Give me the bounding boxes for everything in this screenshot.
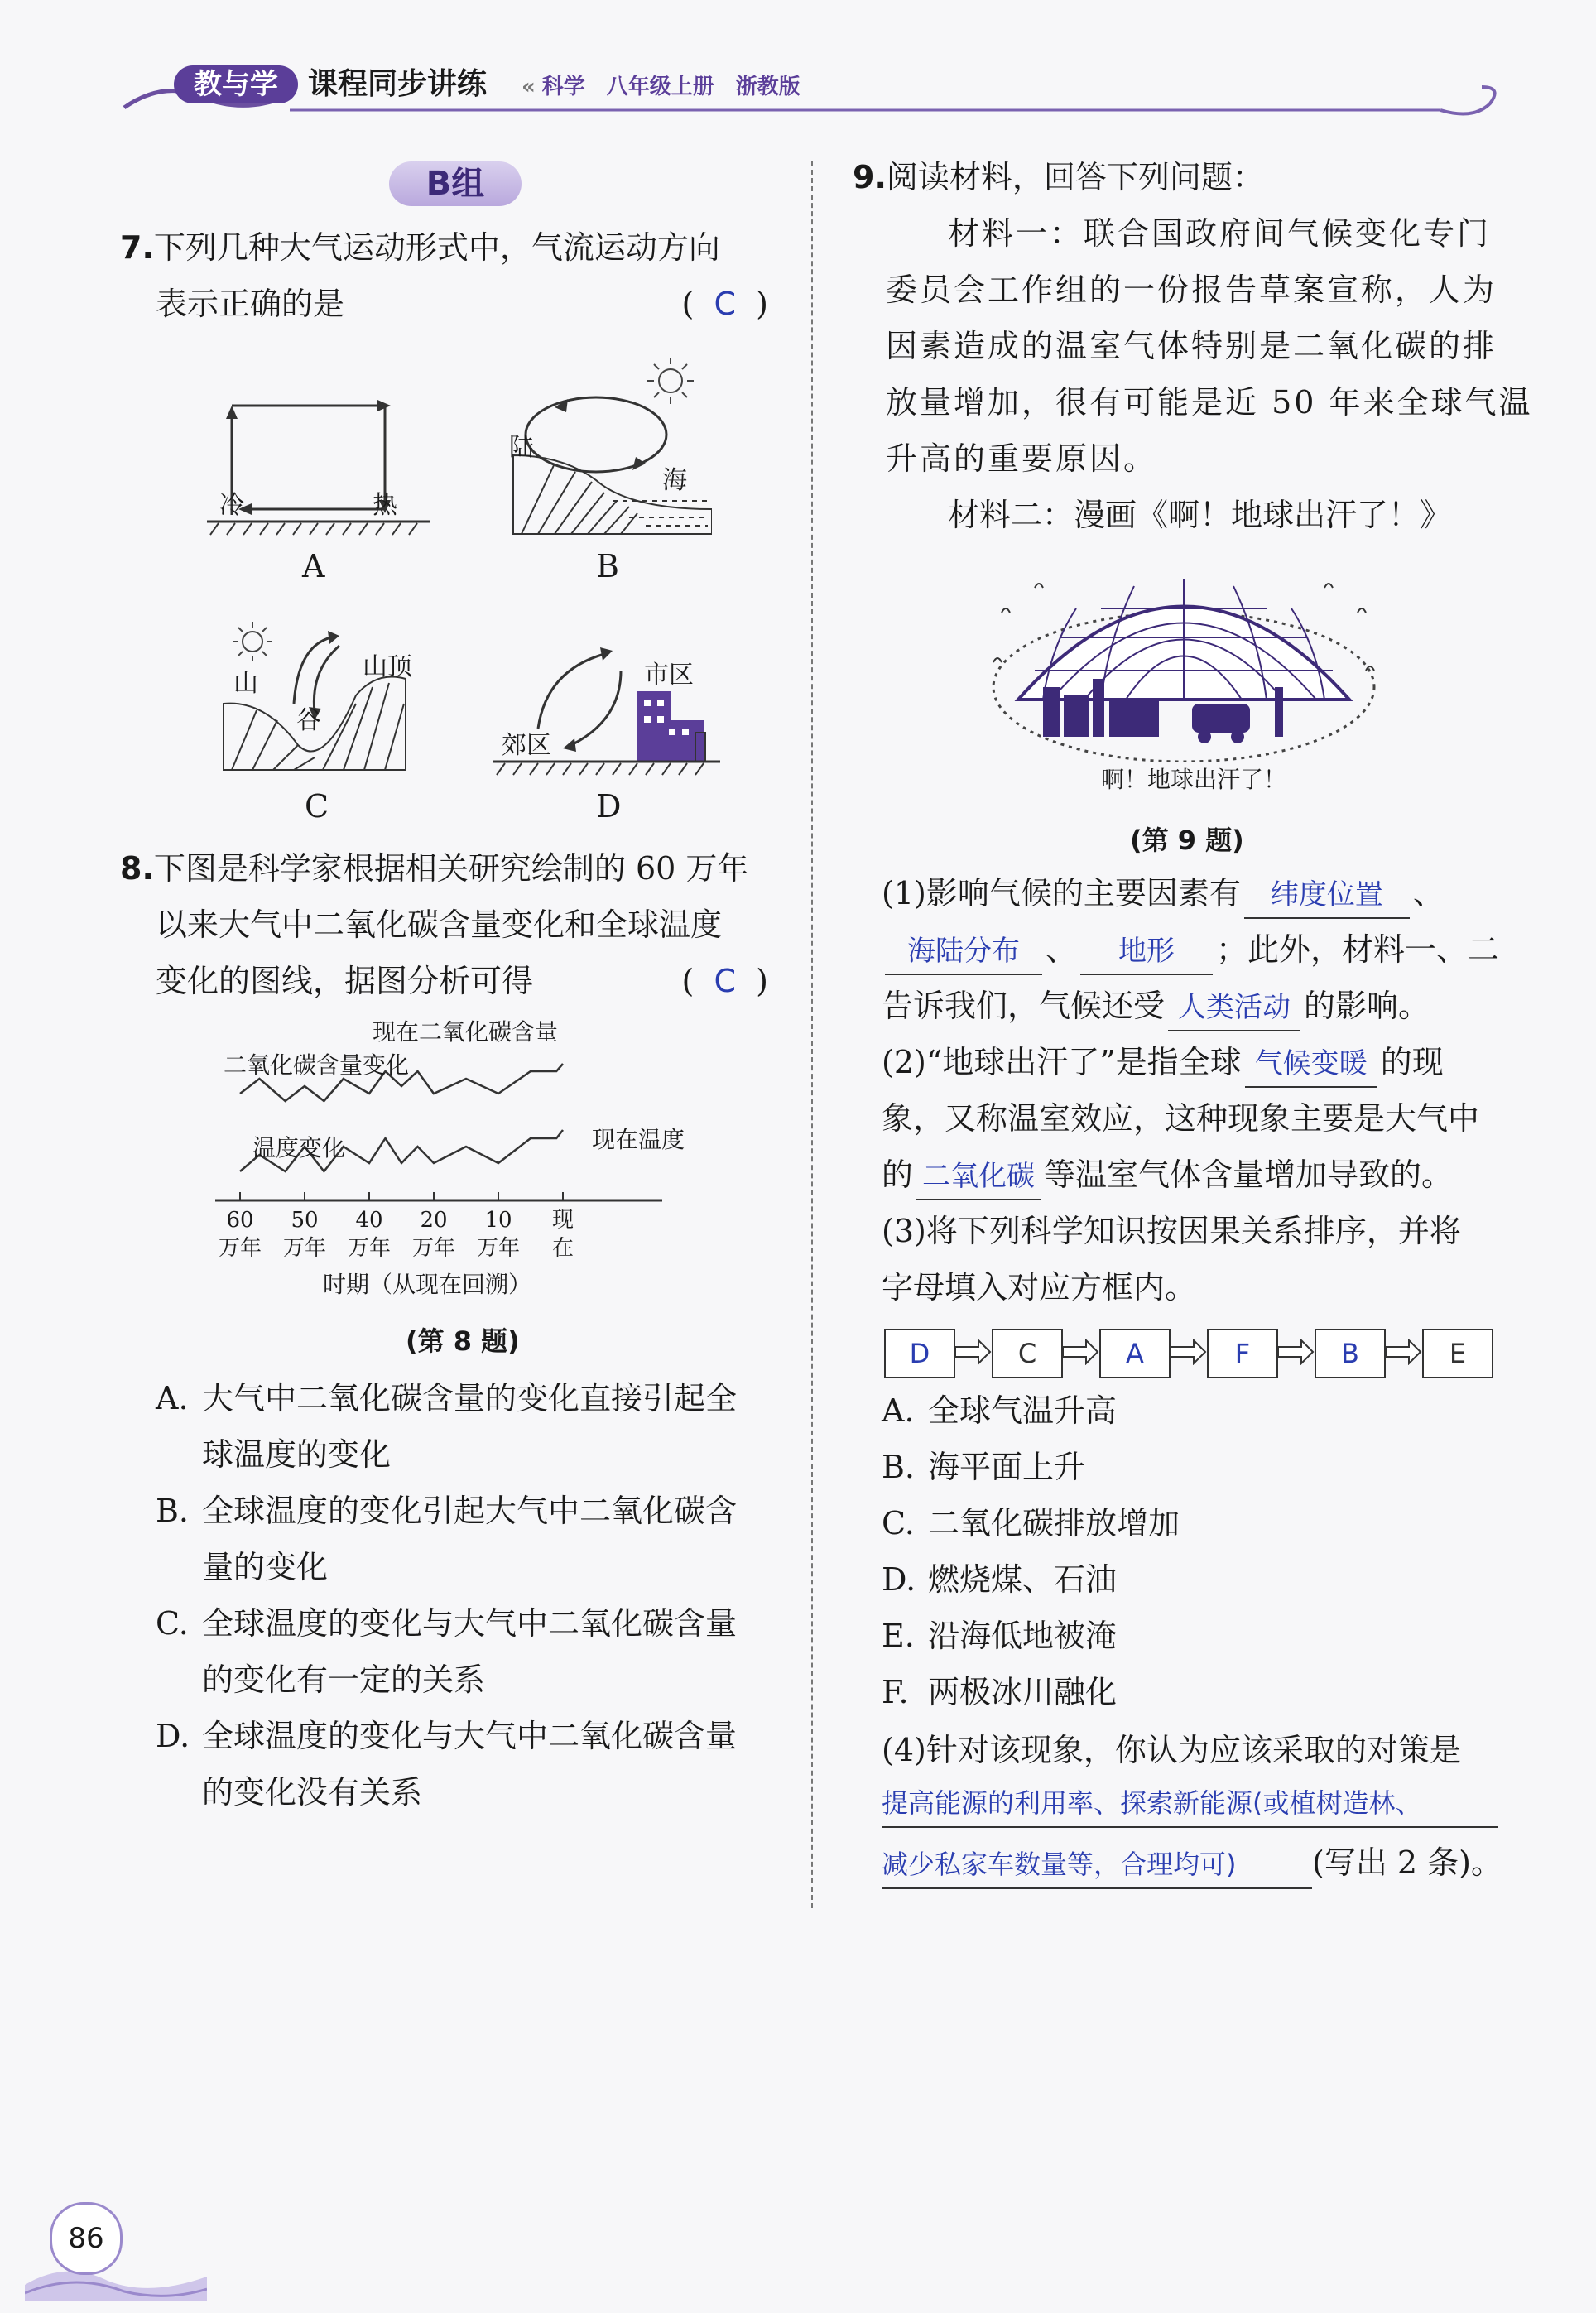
p1-mid: ；此外，材料一、二 <box>1216 931 1500 968</box>
cause-effect-chain <box>884 1329 1497 1378</box>
material1-line: 放量增加，很有可能是近 50 年来全球气温 <box>886 384 1533 421</box>
section-title: B组 <box>389 161 522 206</box>
tick-unit: 万年 <box>476 1236 520 1261</box>
q9-number: 9. <box>853 159 887 195</box>
p3-item <box>882 1439 1180 1495</box>
q9-caption: (第 9 题) <box>1130 825 1244 856</box>
item-text: 全球气温升高 <box>928 1392 1118 1429</box>
annotation-current-co2: 现在二氧化碳含量 <box>373 1018 559 1046</box>
tick-value: 50 <box>291 1208 319 1233</box>
item-letter: B. <box>882 1449 916 1485</box>
chain-box: E <box>1422 1329 1493 1378</box>
double-chevron-icon: « <box>522 75 536 99</box>
option-letter: D. <box>156 1718 190 1754</box>
q8-line3 <box>156 953 768 1009</box>
q7-stem: 下列几种大气运动形式中，气流运动方向 <box>153 229 720 266</box>
option-text: 的变化有一定的关系 <box>202 1661 486 1698</box>
item-letter: F. <box>882 1674 909 1710</box>
p3-item <box>882 1383 1180 1439</box>
tick-unit: 万年 <box>282 1236 326 1261</box>
q8-option-b <box>156 1483 785 1595</box>
option-text: 球温度的变化 <box>202 1436 392 1473</box>
x-tick-label <box>215 1206 265 1262</box>
p1-sep: 、 <box>1046 931 1078 968</box>
q9-line1 <box>853 149 1264 205</box>
header <box>116 62 1507 120</box>
item-letter: E. <box>882 1618 915 1654</box>
q9-p3-line1: (3)将下列科学知识按因果关系排序，并将 <box>882 1213 1461 1249</box>
chart-x-ticks <box>215 1206 679 1272</box>
diagram-c-label: C <box>305 788 329 825</box>
q8-options <box>156 1370 785 1820</box>
diagram-a-cold: 冷 <box>219 491 244 520</box>
q7-answer: C <box>714 286 737 322</box>
item-letter: C. <box>882 1505 915 1541</box>
double-arrow-right-icon <box>1061 1339 1099 1365</box>
q7-line1 <box>120 219 720 276</box>
page-number: 86 <box>50 2202 123 2275</box>
tick-value: 40 <box>355 1208 383 1233</box>
p1-answer-3: 地形 <box>1080 927 1213 975</box>
p1-sep: 、 <box>1412 875 1445 911</box>
tick-unit: 万年 <box>411 1236 455 1261</box>
subject-info <box>522 70 800 103</box>
chain-box: D <box>884 1329 955 1378</box>
p3-item <box>882 1664 1180 1720</box>
option-letter: A. <box>156 1380 189 1416</box>
diagram-c-mountain: 山 <box>233 669 258 698</box>
diagram-d-suburb: 郊区 <box>502 731 551 760</box>
q9-material1 <box>886 205 1533 487</box>
tick-unit: 万年 <box>347 1236 391 1261</box>
material1-line: 材料一：联合国政府间气候变化专门 <box>948 215 1492 252</box>
cartoon-caption: 啊！地球出汗了！ <box>1101 766 1287 793</box>
q8-answer-paren: ( C ) <box>681 963 768 999</box>
item-text: 燃烧煤、石油 <box>928 1561 1118 1598</box>
q8-stem-3: 变化的图线，据图分析可得 <box>156 963 534 999</box>
subject-text: 科学 八年级上册 浙教版 <box>541 75 800 99</box>
x-tick-label <box>280 1206 329 1262</box>
x-tick-label <box>474 1206 523 1262</box>
tick-value: 20 <box>420 1208 448 1233</box>
q9-p1-line3 <box>882 978 1430 1034</box>
p1-line3-suffix: 的影响。 <box>1304 988 1430 1024</box>
q7-line2 <box>156 276 768 332</box>
p1-prefix: (1)影响气候的主要因素有 <box>882 875 1241 911</box>
x-tick-label <box>344 1206 394 1262</box>
q9-p4-answer-1: 提高能源的利用率、探索新能源(或植树造林、 <box>882 1780 1498 1828</box>
option-letter: C. <box>156 1605 189 1642</box>
tick-value: 现 <box>551 1208 574 1233</box>
q7-answer-paren: ( C ) <box>681 286 768 322</box>
p1-answer-1: 纬度位置 <box>1244 871 1410 919</box>
city-buildings-icon <box>637 691 705 762</box>
option-text: 全球温度的变化与大气中二氧化碳含量 <box>202 1718 738 1754</box>
tick-value: 10 <box>484 1208 512 1233</box>
p3-item <box>882 1551 1180 1608</box>
q8-option-a <box>156 1370 785 1483</box>
option-letter: B. <box>156 1493 190 1529</box>
option-text: 全球温度的变化引起大气中二氧化碳含 <box>202 1493 738 1529</box>
q9-p4-line1: (4)针对该现象，你认为应该采取的对策是 <box>882 1732 1461 1768</box>
double-arrow-right-icon <box>1276 1339 1315 1365</box>
annotation-co2-change: 二氧化碳含量变化 <box>224 1051 410 1079</box>
p1-line3-prefix: 告诉我们，气候还受 <box>882 988 1166 1024</box>
q8-caption: (第 8 题) <box>406 1325 520 1357</box>
option-text: 大气中二氧化碳含量的变化直接引起全 <box>202 1380 738 1416</box>
annotation-temp-change: 温度变化 <box>252 1134 346 1161</box>
p1-answer-2: 海陆分布 <box>885 927 1042 975</box>
chain-box: B <box>1315 1329 1386 1378</box>
chain-box: F <box>1207 1329 1278 1378</box>
q9-p4-line3 <box>882 1835 1502 1891</box>
q8-line2: 以来大气中二氧化碳含量变化和全球温度 <box>156 906 723 943</box>
logo: 教与学 <box>174 65 298 103</box>
tick-unit: 在 <box>551 1236 574 1261</box>
item-letter: A. <box>882 1392 915 1429</box>
q7-number: 7. <box>120 229 154 266</box>
chain-box: C <box>992 1329 1063 1378</box>
q9-p2-line3 <box>882 1147 1453 1203</box>
diagram-b-land: 陆 <box>509 433 534 462</box>
q8-option-c <box>156 1595 785 1708</box>
q8-chart <box>215 1014 685 1304</box>
item-letter: D. <box>882 1561 916 1598</box>
diagram-b-label: B <box>596 548 619 584</box>
chain-box: A <box>1099 1329 1171 1378</box>
double-arrow-right-icon <box>954 1339 992 1365</box>
q9-p1-line1 <box>882 865 1445 921</box>
item-text: 沿海低地被淹 <box>928 1618 1118 1654</box>
annotation-current-temp: 现在温度 <box>592 1126 685 1153</box>
item-text: 海平面上升 <box>928 1449 1086 1485</box>
q9-p4-answer-2: 减少私家车数量等，合理均可) <box>882 1841 1312 1889</box>
q9-material2: 材料二：漫画《啊！地球出汗了！》 <box>948 497 1452 533</box>
diagram-d-city: 市区 <box>644 661 694 690</box>
diagram-c-valley: 谷 <box>296 706 321 735</box>
chart-xlabel: 时期（从现在回溯） <box>323 1271 532 1298</box>
q9-p2-line2: 象，又称温室效应，这种现象主要是大气中 <box>882 1100 1480 1137</box>
x-tick-label <box>538 1206 588 1262</box>
p1-answer-4: 人类活动 <box>1168 983 1300 1031</box>
double-arrow-right-icon <box>1384 1339 1422 1365</box>
item-text: 二氧化碳排放增加 <box>928 1505 1180 1541</box>
material1-line: 升高的重要原因。 <box>886 440 1158 477</box>
column-divider <box>811 161 813 1908</box>
q8-stem-1: 下图是科学家根据相关研究绘制的 60 万年 <box>153 850 749 887</box>
p2-answer-2: 二氧化碳 <box>916 1152 1041 1200</box>
q9-stem: 阅读材料，回答下列问题： <box>886 159 1264 195</box>
p2-answer-1: 气候变暖 <box>1245 1040 1377 1088</box>
p2-prefix: (2)“地球出汗了”是指全球 <box>882 1044 1242 1080</box>
p2-line3-suffix: 等温室气体含量增加导致的。 <box>1044 1156 1454 1193</box>
p3-item <box>882 1608 1180 1664</box>
option-text: 的变化没有关系 <box>202 1774 423 1810</box>
option-text: 量的变化 <box>202 1549 329 1585</box>
sun-icon <box>233 622 272 661</box>
diagram-a-label: A <box>302 548 325 584</box>
material1-line: 因素造成的温室气体特别是二氧化碳的排 <box>886 328 1497 364</box>
q8-line1 <box>120 840 748 897</box>
series-title: 课程同步讲练 <box>308 67 488 101</box>
material1-line: 委员会工作组的一份报告草案宣称，人为 <box>886 272 1497 308</box>
sun-icon <box>647 358 694 404</box>
x-tick-label <box>409 1206 459 1262</box>
diagram-c-peak: 山顶 <box>363 652 412 681</box>
double-arrow-right-icon <box>1169 1339 1207 1365</box>
q9-p3-items <box>882 1383 1180 1720</box>
diagram-d-label: D <box>596 788 622 825</box>
q7-stem-2: 表示正确的是 <box>156 286 345 322</box>
q9-p3-line2: 字母填入对应方框内。 <box>882 1269 1197 1306</box>
q8-option-d <box>156 1708 785 1820</box>
tick-value: 60 <box>226 1208 254 1233</box>
q9-p2-line1 <box>882 1034 1444 1090</box>
p3-item <box>882 1495 1180 1551</box>
diagram-a-hot: 热 <box>373 491 397 520</box>
diagram-b <box>505 348 712 538</box>
cartoon-earth-sweating-icon <box>985 563 1382 762</box>
item-text: 两极冰川融化 <box>928 1674 1118 1710</box>
q9-p1-line2 <box>882 921 1499 978</box>
p2-line3-prefix: 的 <box>882 1156 914 1193</box>
p2-suffix: 的现 <box>1380 1044 1444 1080</box>
q8-answer: C <box>714 963 737 999</box>
q9-p4-suffix: (写出 2 条)。 <box>1312 1844 1502 1881</box>
tick-unit: 万年 <box>218 1236 262 1261</box>
option-text: 全球温度的变化与大气中二氧化碳含量 <box>202 1605 738 1642</box>
q8-number: 8. <box>120 850 154 887</box>
diagram-b-sea: 海 <box>662 466 687 495</box>
